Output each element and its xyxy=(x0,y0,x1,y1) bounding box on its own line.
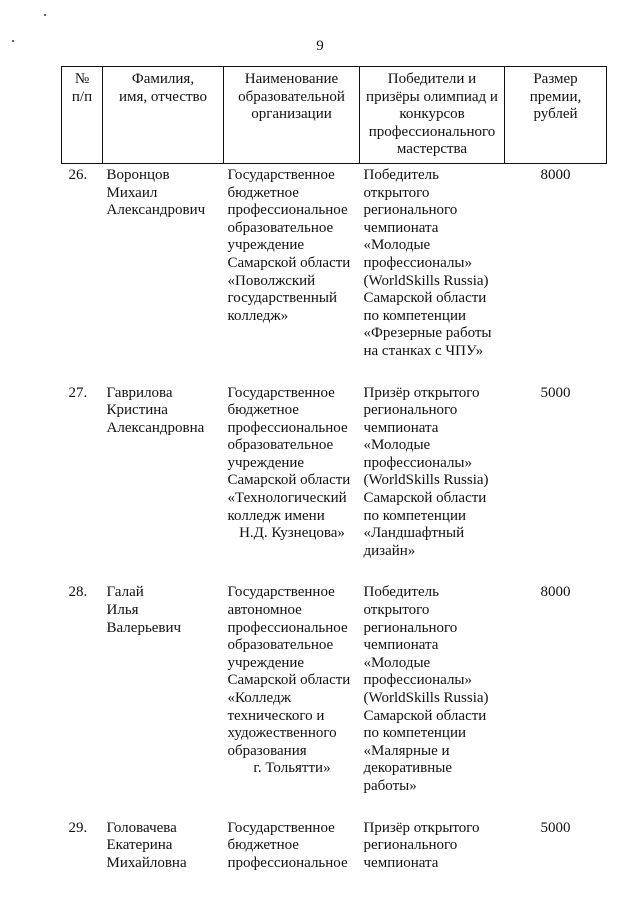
cell-line: учреждение xyxy=(227,454,305,471)
cell-line: художественного xyxy=(227,725,337,742)
row-spacer xyxy=(62,361,607,385)
cell-line: Победители и xyxy=(387,71,477,87)
cell-line: профессионалы» xyxy=(363,672,473,689)
cell-line: Гаврилова xyxy=(106,384,173,401)
row-spacer-cell xyxy=(62,560,607,584)
cell-line: Фамилия, xyxy=(131,71,195,87)
cell-line: Кристина xyxy=(106,402,168,419)
cell-line: Михаил xyxy=(106,184,158,201)
cell-line: Размер xyxy=(533,71,578,87)
cell-line: «Малярные и xyxy=(363,742,450,759)
cell-line: чемпионата xyxy=(363,637,439,654)
cell-line: бюджетное xyxy=(227,837,299,854)
cell-line: имя, отчество xyxy=(118,88,208,105)
header-number xyxy=(62,67,103,164)
cell-line: Государственное xyxy=(227,166,335,183)
cell-line: регионального xyxy=(363,202,458,219)
row-spacer xyxy=(62,796,607,820)
achievement xyxy=(360,584,505,795)
cell-line: профессиональное xyxy=(227,202,348,219)
cell-line: «Технологический xyxy=(227,490,347,507)
cell-line: образовательное xyxy=(227,437,334,454)
prize-amount: 5000 xyxy=(540,384,571,401)
organization xyxy=(224,163,360,360)
cell-line: Победитель xyxy=(363,584,439,601)
table-row xyxy=(62,584,607,795)
student-name xyxy=(103,584,224,795)
achievement xyxy=(360,163,505,360)
row-spacer-cell xyxy=(62,796,607,820)
cell-line: автономное xyxy=(227,602,302,619)
cell-line: образования xyxy=(227,742,307,759)
header-row xyxy=(62,67,607,164)
cell-line: Призёр открытого xyxy=(363,819,480,836)
cell-line: Михайловна xyxy=(106,854,187,871)
cell-line: чемпионата xyxy=(363,219,439,236)
table-row xyxy=(62,820,607,873)
student-name xyxy=(103,820,224,873)
cell-line: конкурсов xyxy=(399,106,465,123)
cell-line: Самарской области xyxy=(227,254,351,271)
cell-line: по компетенции xyxy=(363,307,467,324)
cell-line: (WorldSkills Russia) xyxy=(363,690,489,706)
cell-line: п/п xyxy=(71,88,93,105)
table-body xyxy=(62,163,607,872)
cell-line: «Фрезерные работы xyxy=(363,325,492,342)
row-spacer-cell xyxy=(62,361,607,385)
header-organization xyxy=(224,67,360,164)
header-full-name xyxy=(103,67,224,164)
table-row xyxy=(62,385,607,561)
cell-line: «Колледж xyxy=(227,690,291,706)
cell-line: «Молодые xyxy=(363,237,431,254)
cell-line: № xyxy=(74,71,90,87)
page-number: 9 xyxy=(316,38,324,54)
cell-line: по компетенции xyxy=(363,507,467,524)
cell-line: учреждение xyxy=(227,237,305,254)
cell-line: Призёр открытого xyxy=(363,384,480,401)
cell-line: (WorldSkills Russia) xyxy=(363,472,489,489)
cell-line: регионального xyxy=(363,837,458,854)
cell-line: призёры олимпиад и xyxy=(366,88,498,105)
cell-line: профессионалы» xyxy=(363,254,473,271)
cell-line: Самарской области xyxy=(363,490,487,507)
achievement xyxy=(360,820,505,873)
cell-line: по компетенции xyxy=(363,725,467,742)
cell-line: колледж имени xyxy=(227,507,325,524)
cell-line: Государственное xyxy=(227,819,335,836)
cell-line: премии, xyxy=(529,88,582,105)
row-number: 29. xyxy=(68,819,88,836)
cell-line: регионального xyxy=(363,619,458,636)
cell-line: колледж» xyxy=(227,307,289,324)
student-name xyxy=(103,385,224,561)
cell-line: «Молодые xyxy=(363,437,431,454)
cell-line: Н.Д. Кузнецова» xyxy=(239,525,345,542)
cell-line: Воронцов xyxy=(106,166,170,183)
table-row xyxy=(62,163,607,360)
table-header xyxy=(62,67,607,164)
cell-line: профессионалы» xyxy=(363,454,473,471)
cell-line: бюджетное xyxy=(227,184,299,201)
organization xyxy=(224,820,360,873)
cell-line: профессиональное xyxy=(227,854,348,871)
cell-line: чемпионата xyxy=(363,854,439,871)
cell-line: Головачева xyxy=(106,819,177,836)
cell-line: профессиональное xyxy=(227,619,348,636)
cell-line: бюджетное xyxy=(227,402,299,419)
cell-line: регионального xyxy=(363,402,458,419)
cell-line: Валерьевич xyxy=(106,619,182,636)
cell-line: технического и xyxy=(227,707,325,724)
cell-line: дизайн» xyxy=(363,542,416,559)
prize-amount: 8000 xyxy=(540,584,571,601)
row-spacer xyxy=(62,560,607,584)
cell-line: открытого xyxy=(363,184,430,201)
organization xyxy=(224,584,360,795)
prize-amount: 8000 xyxy=(540,166,571,183)
row-number: 26. xyxy=(68,166,88,183)
cell-line: Галай xyxy=(106,584,144,601)
cell-line: Государственное xyxy=(227,384,335,401)
row-number: 28. xyxy=(68,584,88,601)
cell-line: учреждение xyxy=(227,654,305,671)
cell-line: Самарской области xyxy=(227,672,351,689)
cell-line: государственный xyxy=(227,290,337,307)
cell-line: Илья xyxy=(106,602,139,619)
student-name xyxy=(103,163,224,360)
cell-line: Екатерина xyxy=(106,837,173,854)
cell-line: Александровна xyxy=(106,419,205,436)
cell-line: Государственное xyxy=(227,584,335,601)
achievement xyxy=(360,385,505,561)
cell-line: мастерства xyxy=(396,141,468,158)
cell-line: «Ландшафтный xyxy=(363,525,465,542)
organization xyxy=(224,385,360,561)
cell-line: Победитель xyxy=(363,166,439,183)
cell-line: чемпионата xyxy=(363,419,439,436)
cell-line: образовательное xyxy=(227,637,334,654)
cell-line: профессионального xyxy=(368,123,496,140)
row-number: 27. xyxy=(68,384,88,401)
cell-line: «Поволжский xyxy=(227,272,316,289)
cell-line: декоративные xyxy=(363,760,453,777)
cell-line: Самарской области xyxy=(363,707,487,724)
cell-line: открытого xyxy=(363,602,430,619)
prize-amount: 5000 xyxy=(540,819,571,836)
cell-line: «Молодые xyxy=(363,654,431,671)
cell-line: (WorldSkills Russia) xyxy=(363,272,489,289)
cell-line: работы» xyxy=(363,777,417,794)
cell-line: образовательной xyxy=(238,88,345,105)
cell-line: рублей xyxy=(533,106,578,123)
awards-table xyxy=(61,66,607,872)
cell-line: образовательное xyxy=(227,219,334,236)
cell-line: на станках с ЧПУ» xyxy=(363,342,484,359)
cell-line: Наименование xyxy=(244,71,339,87)
cell-line: Самарской области xyxy=(363,290,487,307)
cell-line: Александрович xyxy=(106,202,206,219)
cell-line: профессиональное xyxy=(227,419,348,436)
cell-line: г. Тольятти» xyxy=(253,760,331,777)
header-prize xyxy=(505,67,607,164)
cell-line: организации xyxy=(251,106,332,123)
header-achievement xyxy=(360,67,505,164)
cell-line: Самарской области xyxy=(227,472,351,489)
